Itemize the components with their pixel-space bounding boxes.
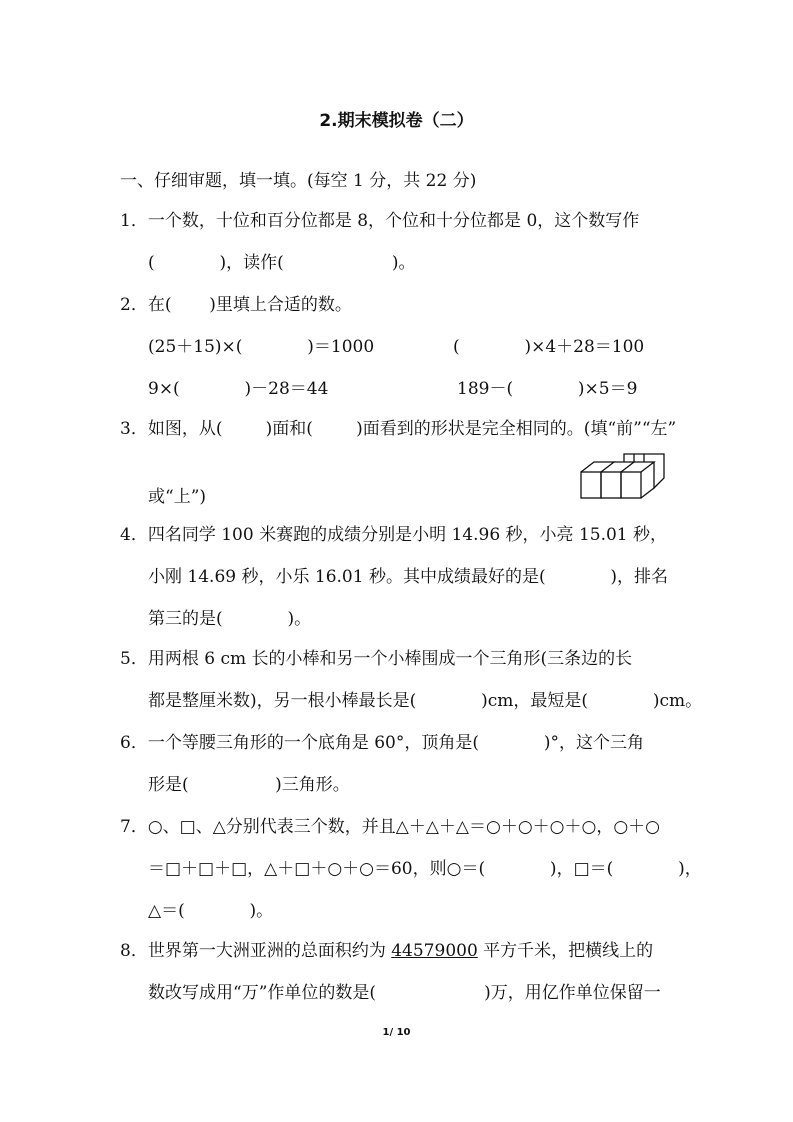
cube-top-3: [634, 462, 654, 472]
cube-figure: [578, 452, 670, 502]
question-7-line-1: 7．○、□、△分别代表三个数，并且△＋△＋△＝○＋○＋○＋○，○＋○: [120, 817, 661, 837]
cube-front-1: [581, 472, 601, 498]
cube-top-2: [614, 462, 634, 472]
underlined-number: 44579000: [391, 941, 478, 961]
cube-back-2: [644, 454, 664, 488]
question-5-line-1: 5．用两根 6 cm 长的小棒和另一个小棒围成一个三角形(三条边的长: [120, 649, 633, 669]
question-4-line-2: 小刚 14.69 秒，小乐 16.01 秒。其中成绩最好的是( )，排名: [148, 567, 669, 587]
question-3-line-1: 3．如图，从( )面和( )面看到的形状是完全相同的。(填“前”“左”: [120, 419, 677, 439]
cube-side-edge: [641, 488, 654, 498]
question-2-equation-4: 189－( )×5＝9: [457, 379, 638, 399]
question-5-line-2: 都是整厘米数)，另一根小棒最长是( )cm，最短是( )cm。: [148, 691, 703, 711]
question-2-equation-2: ( )×4＋28＝100: [453, 337, 645, 357]
question-6-line-2: 形是( )三角形。: [148, 775, 350, 795]
page-number: 1/ 10: [382, 1027, 411, 1038]
cube-top-1: [581, 462, 614, 472]
question-2-equation-3: 9×( )－28＝44: [148, 379, 329, 399]
page-title: 2.期末模拟卷（二）: [319, 111, 474, 131]
cube-front-3: [621, 472, 641, 498]
question-4-line-1: 4．四名同学 100 米赛跑的成绩分别是小明 14.96 秒，小亮 15.01 秒，: [120, 525, 668, 545]
question-7-line-2: ＝□＋□＋□，△＋□＋○＋○＝60，则○＝( )，□＝( )，: [148, 859, 702, 879]
question-1-line-2: ( )，读作( )。: [148, 253, 416, 273]
section-heading: 一、仔细审题，填一填。(每空 1 分，共 22 分): [120, 171, 477, 191]
question-3-line-2: 或“上”): [148, 487, 207, 507]
question-2-line-1: 2．在( )里填上合适的数。: [120, 295, 352, 315]
question-8-text-after: 平方千米，把横线上的: [477, 941, 654, 961]
question-8-line-2: 数改写成用“万”作单位的数是( )万，用亿作单位保留一: [148, 983, 661, 1003]
question-6-line-1: 6．一个等腰三角形的一个底角是 60°，顶角是( )°，这个三角: [120, 733, 644, 753]
question-7-line-3: △＝( )。: [148, 901, 274, 921]
question-8-text-before: 8．世界第一大洲亚洲的总面积约为: [120, 941, 392, 961]
cube-front-2: [601, 472, 621, 498]
question-2-equation-1: (25＋15)×( )＝1000: [148, 337, 375, 357]
question-1-line-1: 1．一个数，十位和百分位都是 8，个位和十分位都是 0，这个数写作: [120, 211, 640, 231]
question-4-line-3: 第三的是( )。: [148, 609, 312, 629]
question-8-line-1: [120, 940, 653, 962]
